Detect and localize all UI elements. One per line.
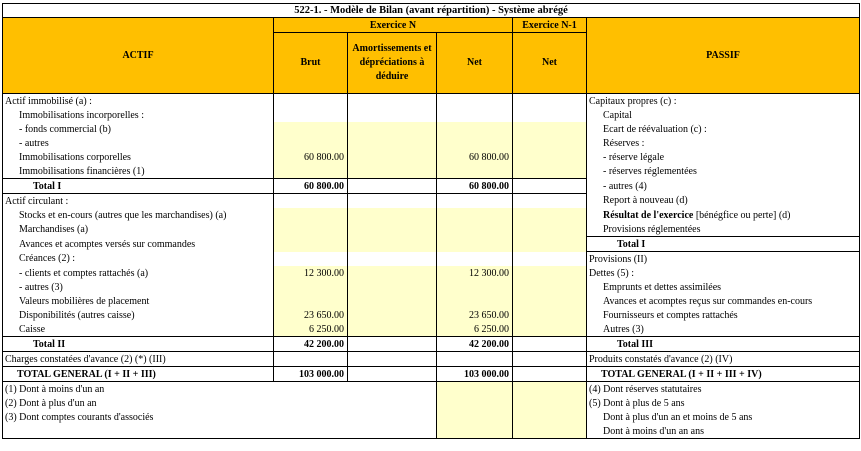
net-value: 103 000.00 — [437, 367, 513, 382]
actif-label: Disponibilités (autres caisse) — [3, 308, 274, 322]
passif-text: Fournisseurs et comptes rattachés — [603, 309, 738, 321]
passif-label — [587, 208, 860, 222]
brut-value — [274, 222, 348, 237]
passif-label — [587, 108, 860, 122]
page-title: 522-1. - Modèle de Bilan (avant répartition) - Système abrégé — [3, 4, 860, 18]
table-row — [3, 294, 860, 308]
passif-text: Capital — [603, 109, 632, 121]
actif-label: TOTAL GENERAL (I + II + III) — [3, 367, 274, 382]
footnote-net-n1 — [513, 382, 587, 397]
passif-text: Produits constatés d'avance (2) (IV) — [589, 353, 733, 365]
amortissement-value — [348, 164, 437, 179]
amortissement-value — [348, 136, 437, 150]
brut-value: 60 800.00 — [274, 150, 348, 164]
footnote-net — [437, 410, 513, 424]
exercice-n-header: Exercice N — [274, 18, 513, 33]
actif-label: - clients et comptes rattachés (a) — [3, 266, 274, 280]
amortissement-value — [348, 94, 437, 109]
net-value: 60 800.00 — [437, 179, 513, 194]
brut-value: 23 650.00 — [274, 308, 348, 322]
net-value — [437, 94, 513, 109]
passif-text: Total III — [617, 338, 654, 350]
table-row — [3, 208, 860, 222]
passif-text: Provisions (II) — [589, 253, 648, 265]
footnote-rows — [3, 382, 860, 439]
brut-value — [274, 136, 348, 150]
amortissement-value — [348, 222, 437, 237]
footnote-row — [3, 410, 860, 424]
table-row — [3, 237, 860, 252]
table-row — [3, 108, 860, 122]
passif-label — [587, 352, 860, 367]
brut-value — [274, 108, 348, 122]
table-row — [3, 352, 860, 367]
net-value — [437, 237, 513, 252]
amortissement-value — [348, 280, 437, 294]
actif-label: Immobilisations corporelles — [3, 150, 274, 164]
table-row — [3, 122, 860, 136]
passif-text: - réserves réglementées — [603, 165, 697, 177]
brut-value — [274, 280, 348, 294]
passif-text: Total I — [617, 238, 646, 250]
brut-value — [274, 237, 348, 252]
footnote-right: (4) Dont réserves statutaires — [587, 382, 860, 397]
net-value — [437, 194, 513, 209]
actif-label: - autres (3) — [3, 280, 274, 294]
passif-label — [587, 308, 860, 322]
passif-text: Avances et acomptes reçus sur commandes en-cours — [603, 295, 813, 307]
net-n1-value — [513, 352, 587, 367]
net-n1-value — [513, 122, 587, 136]
actif-label: Marchandises (a) — [3, 222, 274, 237]
footnote-net-n1 — [513, 396, 587, 410]
amortissement-value — [348, 352, 437, 367]
net-n1-value — [513, 294, 587, 308]
passif-text: Emprunts et dettes assimilées — [603, 281, 722, 293]
passif-text: Provisions réglementées — [603, 223, 701, 235]
brut-value: 12 300.00 — [274, 266, 348, 280]
footnote-net-n1 — [513, 410, 587, 424]
passif-text: Dettes (5) : — [589, 267, 634, 279]
net-value — [437, 222, 513, 237]
passif-text: - réserve légale — [603, 151, 665, 163]
passif-label — [587, 237, 860, 252]
balance-sheet — [2, 3, 859, 439]
table-row — [3, 322, 860, 337]
footnote-net — [437, 382, 513, 397]
passif-label — [587, 294, 860, 308]
net-n1-value — [513, 367, 587, 382]
net-n1-value — [513, 108, 587, 122]
passif-label — [587, 280, 860, 294]
exercice-n1-header: Exercice N-1 — [513, 18, 587, 33]
amortissement-value — [348, 367, 437, 382]
net-n1-value — [513, 208, 587, 222]
net-value — [437, 352, 513, 367]
actif-label: Actif immobilisé (a) : — [3, 94, 274, 109]
net-value — [437, 208, 513, 222]
passif-label — [587, 194, 860, 209]
amortissements-header: Amortissements et dépréciations à déduire — [348, 33, 437, 94]
passif-label — [587, 179, 860, 194]
net-value — [437, 164, 513, 179]
net-n1-value — [513, 194, 587, 209]
amortissement-value — [348, 294, 437, 308]
net-n1-value — [513, 222, 587, 237]
passif-label — [587, 222, 860, 237]
amortissement-value — [348, 194, 437, 209]
table-row — [3, 252, 860, 267]
brut-value — [274, 294, 348, 308]
actif-label: - fonds commercial (b) — [3, 122, 274, 136]
table-row — [3, 367, 860, 382]
brut-value: 60 800.00 — [274, 179, 348, 194]
net-n1-value — [513, 237, 587, 252]
brut-value — [274, 208, 348, 222]
footnote-right: Dont à moins d'un an ans — [587, 424, 860, 439]
footnote-net — [437, 396, 513, 410]
amortissement-value — [348, 308, 437, 322]
passif-label — [587, 337, 860, 352]
passif-label — [587, 164, 860, 179]
net-value: 42 200.00 — [437, 337, 513, 352]
table-row — [3, 266, 860, 280]
brut-value — [274, 352, 348, 367]
amortissement-value — [348, 150, 437, 164]
passif-extra-text: [bénégfice ou perte] (d) — [693, 209, 791, 221]
passif-text: TOTAL GENERAL (I + II + III + IV) — [601, 368, 762, 380]
amortissement-value — [348, 122, 437, 136]
net-value: 12 300.00 — [437, 266, 513, 280]
net-value — [437, 280, 513, 294]
brut-value: 103 000.00 — [274, 367, 348, 382]
brut-value — [274, 252, 348, 267]
actif-label: Total II — [3, 337, 274, 352]
passif-label — [587, 367, 860, 382]
actif-label: Actif circulant : — [3, 194, 274, 209]
footnote-net — [437, 424, 513, 439]
passif-label — [587, 136, 860, 150]
passif-label — [587, 150, 860, 164]
actif-header: ACTIF — [3, 18, 274, 94]
brut-value — [274, 122, 348, 136]
passif-text: Autres (3) — [603, 323, 644, 335]
footnote-row — [3, 424, 860, 439]
actif-label: - autres — [3, 136, 274, 150]
net-value — [437, 108, 513, 122]
footnote-left: (3) Dont comptes courants d'associés — [3, 410, 437, 424]
table-row — [3, 94, 860, 109]
amortissement-value — [348, 108, 437, 122]
table-row — [3, 150, 860, 164]
amortissement-value — [348, 252, 437, 267]
footnote-right: (5) Dont à plus de 5 ans — [587, 396, 860, 410]
net-n1-value — [513, 337, 587, 352]
passif-label — [587, 322, 860, 337]
balance-rows — [3, 94, 860, 382]
net-n1-value — [513, 266, 587, 280]
passif-text: Capitaux propres (c) : — [589, 95, 677, 107]
passif-label — [587, 94, 860, 109]
passif-label — [587, 266, 860, 280]
table-row — [3, 136, 860, 150]
footnote-row — [3, 396, 860, 410]
amortissement-value — [348, 337, 437, 352]
footnote-left — [3, 424, 437, 439]
brut-value: 42 200.00 — [274, 337, 348, 352]
net-n1-value — [513, 150, 587, 164]
actif-label: Immobilisations financières (1) — [3, 164, 274, 179]
passif-text: Ecart de réévaluation (c) : — [603, 123, 707, 135]
net-value: 6 250.00 — [437, 322, 513, 337]
footnote-net-n1 — [513, 424, 587, 439]
passif-label — [587, 252, 860, 267]
actif-label: Caisse — [3, 322, 274, 337]
net-n1-value — [513, 94, 587, 109]
footnote-left: (2) Dont à plus d'un an — [3, 396, 437, 410]
balance-sheet-table — [2, 3, 860, 439]
passif-header: PASSIF — [587, 18, 860, 94]
brut-value: 6 250.00 — [274, 322, 348, 337]
net-n1-value — [513, 322, 587, 337]
passif-label — [587, 122, 860, 136]
amortissement-value — [348, 237, 437, 252]
amortissement-value — [348, 179, 437, 194]
brut-value — [274, 164, 348, 179]
passif-text: Réserves : — [603, 137, 645, 149]
table-row — [3, 179, 860, 194]
table-row — [3, 222, 860, 237]
actif-label: Immobilisations incorporelles : — [3, 108, 274, 122]
amortissement-value — [348, 266, 437, 280]
table-row — [3, 164, 860, 179]
net-n1-header: Net — [513, 33, 587, 94]
amortissement-value — [348, 322, 437, 337]
passif-text: - autres (4) — [603, 180, 647, 192]
actif-label: Avances et acomptes versés sur commandes — [3, 237, 274, 252]
actif-label: Charges constatées d'avance (2) (*) (III) — [3, 352, 274, 367]
amortissement-value — [348, 208, 437, 222]
actif-label: Créances (2) : — [3, 252, 274, 267]
table-row — [3, 194, 860, 209]
actif-label: Stocks et en-cours (autres que les marchandises) (a) — [3, 208, 274, 222]
passif-text: Report à nouveau (d) — [603, 195, 688, 207]
actif-label: Total I — [3, 179, 274, 194]
net-value — [437, 252, 513, 267]
net-header: Net — [437, 33, 513, 94]
net-value — [437, 122, 513, 136]
net-n1-value — [513, 179, 587, 194]
table-row — [3, 308, 860, 322]
passif-text: Résultat de l'exercice — [603, 209, 694, 221]
footnote-row — [3, 382, 860, 397]
net-n1-value — [513, 252, 587, 267]
net-value: 23 650.00 — [437, 308, 513, 322]
brut-value — [274, 194, 348, 209]
net-n1-value — [513, 308, 587, 322]
footnote-right: Dont à plus d'un an et moins de 5 ans — [587, 410, 860, 424]
table-row — [3, 280, 860, 294]
brut-header: Brut — [274, 33, 348, 94]
net-value: 60 800.00 — [437, 150, 513, 164]
brut-value — [274, 94, 348, 109]
net-n1-value — [513, 136, 587, 150]
net-n1-value — [513, 280, 587, 294]
net-value — [437, 136, 513, 150]
actif-label: Valeurs mobilières de placement — [3, 294, 274, 308]
net-value — [437, 294, 513, 308]
net-n1-value — [513, 164, 587, 179]
footnote-left: (1) Dont à moins d'un an — [3, 382, 437, 397]
table-row — [3, 337, 860, 352]
